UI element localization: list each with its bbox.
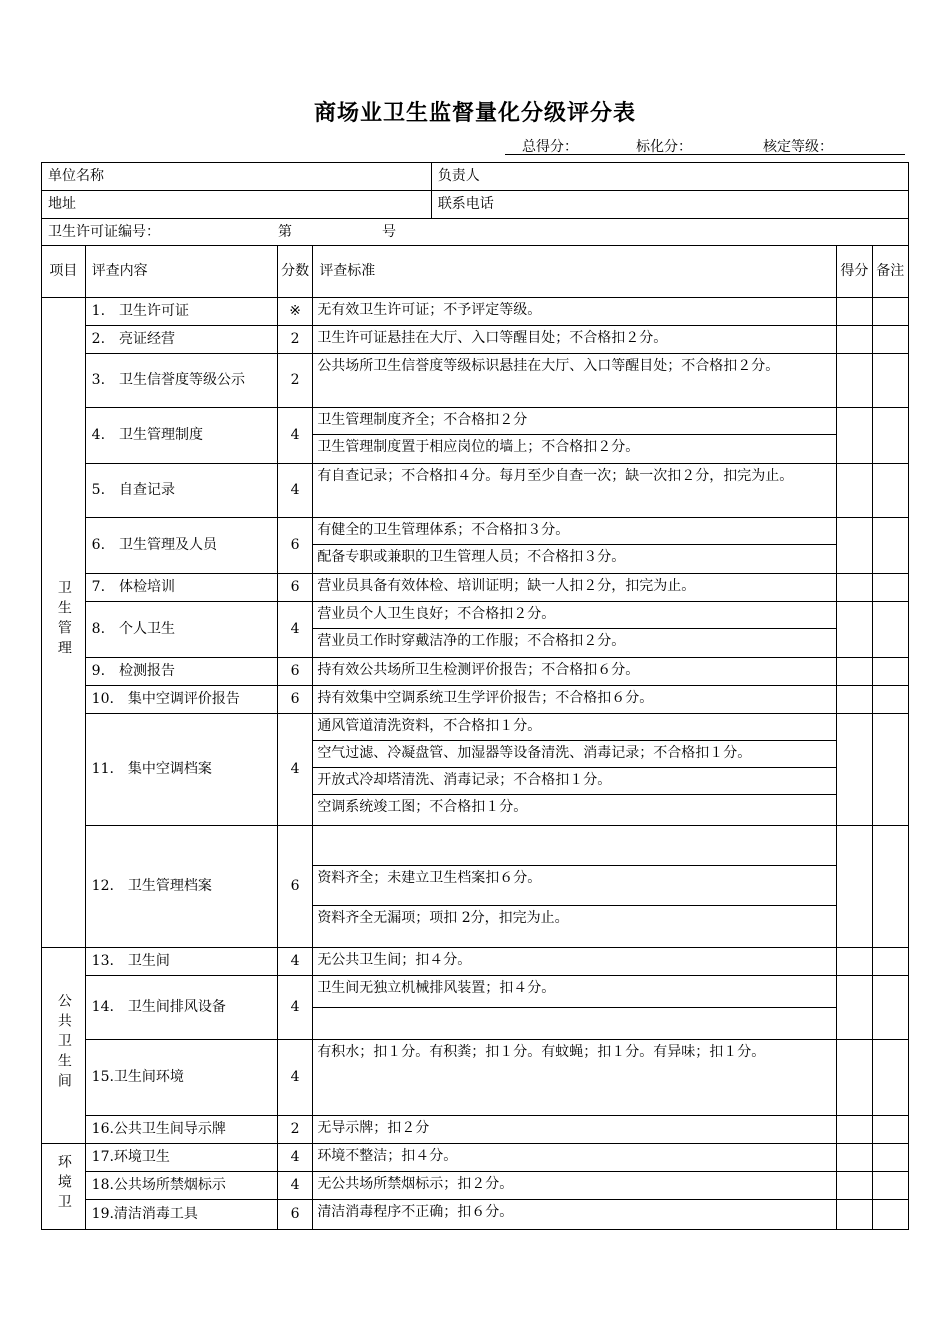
item-points: 6 <box>277 826 312 948</box>
score-cell[interactable] <box>837 826 872 948</box>
remark-cell[interactable] <box>872 574 908 602</box>
license-number-field <box>42 219 909 246</box>
item-points: 4 <box>277 976 312 1040</box>
address-label: 地址 <box>42 191 432 219</box>
table-row <box>42 976 909 1040</box>
item-content: 10. 集中空调评价报告 <box>85 686 277 714</box>
page-title: 商场业卫生监督量化分级评分表 <box>313 101 636 126</box>
item-points: 6 <box>277 1200 312 1230</box>
item-content: 6. 卫生管理及人员 <box>85 518 277 574</box>
item-standards <box>313 686 837 714</box>
phone-label: 联系电话 <box>431 191 908 219</box>
remark-cell[interactable] <box>872 1200 908 1230</box>
standard-line: 无有效卫生许可证；不予评定等级。 <box>317 302 542 318</box>
standard-line: 开放式冷却塔清洗、消毒记录；不合格扣１分。 <box>313 768 836 795</box>
table-row <box>42 518 909 574</box>
score-cell[interactable] <box>837 1040 872 1116</box>
item-standards <box>313 408 837 464</box>
score-cell[interactable] <box>837 948 872 976</box>
standard-line: 公共场所卫生信誉度等级标识悬挂在大厅、入口等醒目处；不合格扣２分。 <box>317 358 780 374</box>
item-standards <box>313 1172 837 1200</box>
item-content: 7. 体检培训 <box>85 574 277 602</box>
item-points: 2 <box>277 354 312 408</box>
table-row <box>42 408 909 464</box>
table-row <box>42 574 909 602</box>
standard-line: 卫生管理制度置于相应岗位的墙上；不合格扣２分。 <box>317 439 640 455</box>
table-row <box>42 686 909 714</box>
remark-cell[interactable] <box>872 354 908 408</box>
remark-cell[interactable] <box>872 686 908 714</box>
standardized-score-label: 标化分： <box>636 139 692 155</box>
item-standards <box>313 602 837 658</box>
standard-line: 资料齐全；未建立卫生档案扣６分。 <box>313 866 836 906</box>
score-cell[interactable] <box>837 574 872 602</box>
responsible-label: 负责人 <box>431 163 908 191</box>
score-cell[interactable] <box>837 326 872 354</box>
item-content: 17.环境卫生 <box>85 1144 277 1172</box>
category-environmental-hygiene: 环境卫 <box>42 1144 86 1230</box>
standard-line: 资料齐全无漏项；项扣 2分，扣完为止。 <box>317 910 569 926</box>
item-content: 9. 检测报告 <box>85 658 277 686</box>
table-row <box>42 602 909 658</box>
grade-label: 核定等级： <box>763 139 833 155</box>
item-points: 4 <box>277 464 312 518</box>
item-points: 4 <box>277 1040 312 1116</box>
remark-cell[interactable] <box>872 602 908 658</box>
standard-line: 通风管道清洗资料，不合格扣１分。 <box>313 714 836 741</box>
item-points: 4 <box>277 948 312 976</box>
header-standard: 评查标准 <box>313 246 837 298</box>
remark-cell[interactable] <box>872 464 908 518</box>
item-points: 6 <box>277 518 312 574</box>
remark-cell[interactable] <box>872 714 908 826</box>
item-points: 6 <box>277 658 312 686</box>
remark-cell[interactable] <box>872 298 908 326</box>
total-score-label: 总得分： <box>522 139 578 155</box>
item-standards <box>313 1040 837 1116</box>
standard-line <box>313 1008 836 1039</box>
standard-line: 营业员具备有效体检、培训证明；缺一人扣２分，扣完为止。 <box>317 578 696 594</box>
remark-cell[interactable] <box>872 518 908 574</box>
remark-cell[interactable] <box>872 948 908 976</box>
item-standards <box>313 464 837 518</box>
header-score: 得分 <box>837 246 872 298</box>
standard-line: 有健全的卫生管理体系；不合格扣３分。 <box>313 518 836 545</box>
item-content: 5. 自查记录 <box>85 464 277 518</box>
remark-cell[interactable] <box>872 326 908 354</box>
item-standards <box>313 1144 837 1172</box>
table-row <box>42 658 909 686</box>
item-points: 4 <box>277 714 312 826</box>
item-content: 14. 卫生间排风设备 <box>85 976 277 1040</box>
score-cell[interactable] <box>837 976 872 1040</box>
table-row <box>42 1172 909 1200</box>
item-content: 18.公共场所禁烟标示 <box>85 1172 277 1200</box>
category-public-toilet: 公共卫生间 <box>42 948 86 1144</box>
item-standards <box>313 1200 837 1230</box>
remark-cell[interactable] <box>872 658 908 686</box>
item-points: 4 <box>277 1172 312 1200</box>
item-standards <box>313 1116 837 1144</box>
item-standards <box>313 948 837 976</box>
table-row <box>42 326 909 354</box>
score-cell[interactable] <box>837 298 872 326</box>
item-standards <box>313 574 837 602</box>
score-cell[interactable] <box>837 714 872 826</box>
standard-line: 卫生间无独立机械排风装置；扣４分。 <box>313 976 836 1008</box>
score-cell[interactable] <box>837 658 872 686</box>
item-points: 4 <box>277 408 312 464</box>
score-cell[interactable] <box>837 1172 872 1200</box>
standard-line: 清洁消毒程序不正确；扣６分。 <box>317 1204 514 1220</box>
standard-line: 有自查记录；不合格扣４分。每月至少自查一次；缺一次扣２分，扣完为止。 <box>317 468 794 484</box>
item-standards <box>313 714 837 826</box>
item-standards <box>313 658 837 686</box>
standard-line: 持有效公共场所卫生检测评价报告；不合格扣６分。 <box>317 662 640 678</box>
remark-cell[interactable] <box>872 1144 908 1172</box>
score-cell[interactable] <box>837 464 872 518</box>
standard-line: 环境不整洁；扣４分。 <box>317 1148 458 1164</box>
standard-line: 空调系统竣工图；不合格扣１分。 <box>317 799 528 815</box>
standard-line: 无公共场所禁烟标示；扣２分。 <box>317 1176 514 1192</box>
unit-name-label: 单位名称 <box>42 163 432 191</box>
license-hao: 号 <box>382 223 396 240</box>
evaluation-table <box>41 162 909 1230</box>
item-content: 4. 卫生管理制度 <box>85 408 277 464</box>
item-points: 4 <box>277 1144 312 1172</box>
remark-cell[interactable] <box>872 408 908 464</box>
standard-line: 无公共卫生间；扣４分。 <box>317 952 472 968</box>
item-points: 6 <box>277 686 312 714</box>
item-content: 3. 卫生信誉度等级公示 <box>85 354 277 408</box>
standard-line: 空气过滤、冷凝盘管、加湿器等设备清洗、消毒记录；不合格扣１分。 <box>313 741 836 768</box>
score-cell[interactable] <box>837 1116 872 1144</box>
table-row <box>42 714 909 826</box>
standard-line: 无导示牌；扣２分 <box>317 1120 430 1136</box>
table-row <box>42 464 909 518</box>
score-cell[interactable] <box>837 518 872 574</box>
header-points: 分数 <box>277 246 312 298</box>
standard-line: 营业员工作时穿戴洁净的工作服；不合格扣２分。 <box>317 633 626 649</box>
table-row <box>42 354 909 408</box>
table-row <box>42 1200 909 1230</box>
license-label: 卫生许可证编号： <box>48 223 160 240</box>
standard-line: 卫生许可证悬挂在大厅、入口等醒目处；不合格扣２分。 <box>317 330 668 346</box>
standard-line: 有积水；扣１分。有积粪；扣１分。有蚊蝇；扣１分。有异味；扣１分。 <box>317 1044 766 1060</box>
score-cell[interactable] <box>837 1200 872 1230</box>
item-content: 2. 亮证经营 <box>85 326 277 354</box>
score-cell[interactable] <box>837 1144 872 1172</box>
item-points: ※ <box>277 298 312 326</box>
item-standards <box>313 354 837 408</box>
standard-line: 营业员个人卫生良好；不合格扣２分。 <box>313 602 836 629</box>
item-points: 2 <box>277 326 312 354</box>
header-content: 评查内容 <box>85 246 277 298</box>
category-hygiene-management: 卫生管理 <box>42 298 86 948</box>
header-remark: 备注 <box>872 246 908 298</box>
remark-cell[interactable] <box>872 1040 908 1116</box>
score-summary-line <box>505 136 905 155</box>
item-points: 6 <box>277 574 312 602</box>
header-item: 项目 <box>42 246 86 298</box>
item-content: 19.清洁消毒工具 <box>85 1200 277 1230</box>
item-content: 11. 集中空调档案 <box>85 714 277 826</box>
item-standards <box>313 326 837 354</box>
table-row <box>42 948 909 976</box>
table-row <box>42 826 909 948</box>
score-cell[interactable] <box>837 408 872 464</box>
table-row <box>42 1144 909 1172</box>
remark-cell[interactable] <box>872 826 908 948</box>
item-content: 15.卫生间环境 <box>85 1040 277 1116</box>
remark-cell[interactable] <box>872 976 908 1040</box>
score-cell[interactable] <box>837 354 872 408</box>
license-di: 第 <box>278 223 292 240</box>
item-content: 13. 卫生间 <box>85 948 277 976</box>
item-content: 12. 卫生管理档案 <box>85 826 277 948</box>
standard-line: 持有效集中空调系统卫生学评价报告；不合格扣６分。 <box>317 690 654 706</box>
standard-line: 配备专职或兼职的卫生管理人员；不合格扣３分。 <box>317 549 626 565</box>
item-standards <box>313 298 837 326</box>
item-standards <box>313 976 837 1040</box>
item-standards <box>313 518 837 574</box>
item-content: 1. 卫生许可证 <box>85 298 277 326</box>
standard-line: 卫生管理制度齐全；不合格扣２分 <box>313 408 836 435</box>
item-points: 2 <box>277 1116 312 1144</box>
remark-cell[interactable] <box>872 1172 908 1200</box>
table-row <box>42 298 909 326</box>
item-content: 16.公共卫生间导示牌 <box>85 1116 277 1144</box>
table-row <box>42 1040 909 1116</box>
item-content: 8. 个人卫生 <box>85 602 277 658</box>
standard-line <box>313 826 836 866</box>
score-cell[interactable] <box>837 686 872 714</box>
item-points: 4 <box>277 602 312 658</box>
remark-cell[interactable] <box>872 1116 908 1144</box>
item-standards <box>313 826 837 948</box>
table-row <box>42 1116 909 1144</box>
score-cell[interactable] <box>837 602 872 658</box>
